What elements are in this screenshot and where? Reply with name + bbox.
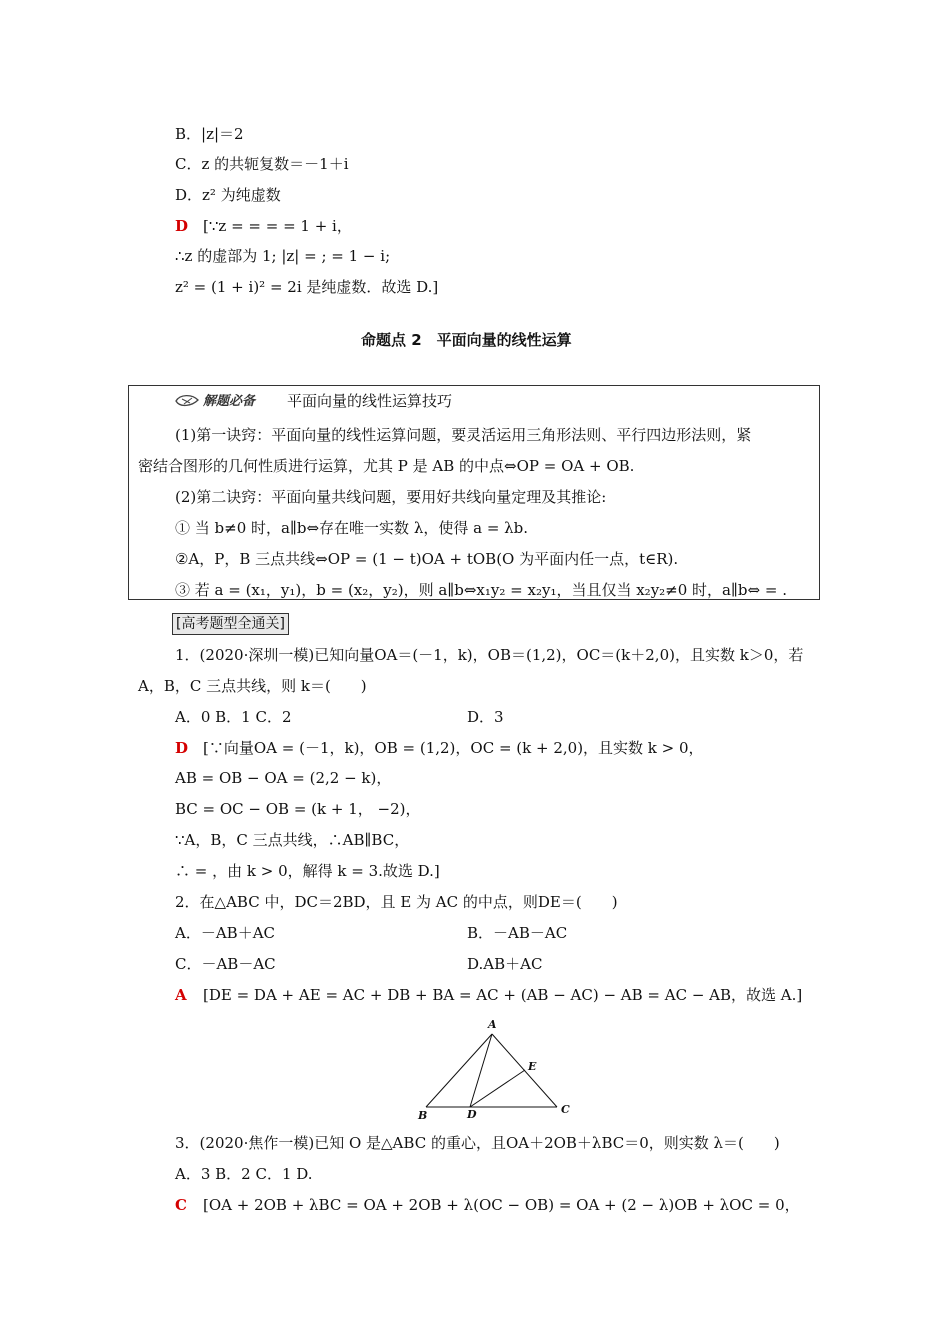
- question-1-cont: A，B，C 三点共线，则 k＝( ): [138, 677, 367, 695]
- answer-letter: D: [175, 217, 189, 235]
- label-d: D: [467, 1108, 477, 1120]
- section-title: 命题点 2 平面向量的线性运算: [361, 331, 572, 349]
- box-line: ③ 若 a = (x₁，y₁)，b = (x₂，y₂)，则 a∥b⇔x₁y₂ = x₂y₁，当且仅当 x₂y₂≠0 时，a∥b⇔ = .: [175, 581, 787, 599]
- solution-line: AB = OB − OA = (2,2 − k)，: [175, 769, 392, 787]
- q1-option-d: D．3: [467, 708, 504, 726]
- answer-letter: A: [175, 986, 187, 1004]
- label-e: E: [528, 1060, 537, 1073]
- triangle-figure: [412, 1012, 587, 1120]
- solution-line: ∴ = ，由 k > 0，解得 k = 3.故选 D.]: [175, 862, 440, 880]
- option-d: D．z² 为纯虚数: [175, 186, 281, 204]
- section-tag: [高考题型全通关]: [172, 613, 289, 635]
- solution-line: z² = (1 + i)² = 2i 是纯虚数．故选 D.]: [175, 278, 439, 296]
- box-title: 平面向量的线性运算技巧: [287, 392, 453, 410]
- solution-line: [DE = DA + AE = AC + DB + BA = AC + (AB − AC) − AB = AC − AB，故选 A.]: [203, 986, 803, 1004]
- q1-options: A．0 B．1 C．2: [175, 708, 292, 726]
- badge-label: 解题必备: [203, 394, 256, 409]
- badge-icon: [172, 390, 270, 412]
- q2-option-d: D.AB＋AC: [467, 955, 543, 973]
- option-c: C．z 的共轭复数＝－1＋i: [175, 155, 349, 173]
- solution-line: [∵z = = = = 1 + i，: [203, 217, 352, 235]
- q2-option-a: A．－AB＋AC: [175, 924, 275, 942]
- q3-options: A．3 B．2 C．1 D.: [175, 1165, 313, 1183]
- solution-line: [OA + 2OB + λBC = OA + 2OB + λ(OC − OB) = OA + (2 − λ)OB + λOC = 0，: [203, 1196, 800, 1214]
- box-line: 密结合图形的几何性质进行运算，尤其 P 是 AB 的中点⇔OP = OA + OB.: [138, 457, 635, 475]
- box-line: ②A，P，B 三点共线⇔OP = (1 − t)OA + tOB(O 为平面内任一点，t∈R).: [175, 550, 679, 568]
- question-2: 2．在△ABC 中，DC＝2BD，且 E 为 AC 的中点，则DE＝( ): [175, 893, 618, 911]
- label-a: A: [488, 1018, 497, 1031]
- solution-line: [∵向量OA = (－1，k)，OB = (1,2)，OC = (k + 2,0)，且实数 k > 0，: [203, 739, 704, 757]
- answer-letter: D: [175, 739, 189, 757]
- q2-option-c: C．－AB－AC: [175, 955, 276, 973]
- box-line: (2)第二诀窍：平面向量共线问题，要用好共线向量定理及其推论:: [175, 488, 607, 506]
- solution-line: BC = OC − OB = (k + 1， −2)，: [175, 800, 421, 818]
- solution-line: ∵A，B，C 三点共线，∴AB∥BC，: [175, 831, 410, 849]
- option-b: B．|z|＝2: [175, 125, 244, 143]
- q2-option-b: B．－AB－AC: [467, 924, 568, 942]
- box-line: ① 当 b≠0 时，a∥b⇔存在唯一实数 λ，使得 a = λb.: [175, 519, 529, 537]
- label-b: B: [418, 1109, 428, 1120]
- question-1: 1．(2020·深圳一模)已知向量OA＝(－1，k)，OB＝(1,2)，OC＝(k＋2,0)，且实数 k＞0，若: [175, 646, 804, 664]
- question-3: 3．(2020·焦作一模)已知 O 是△ABC 的重心，且OA＋2OB＋λBC＝0，则实数 λ＝( ): [175, 1134, 780, 1152]
- box-line: (1)第一诀窍：平面向量的线性运算问题，要灵活运用三角形法则、平行四边形法则，紧: [175, 426, 752, 444]
- label-c: C: [561, 1103, 570, 1116]
- solution-line: ∴z 的虚部为 1; |z| = ; = 1 − i;: [175, 247, 391, 265]
- answer-letter: C: [175, 1196, 187, 1214]
